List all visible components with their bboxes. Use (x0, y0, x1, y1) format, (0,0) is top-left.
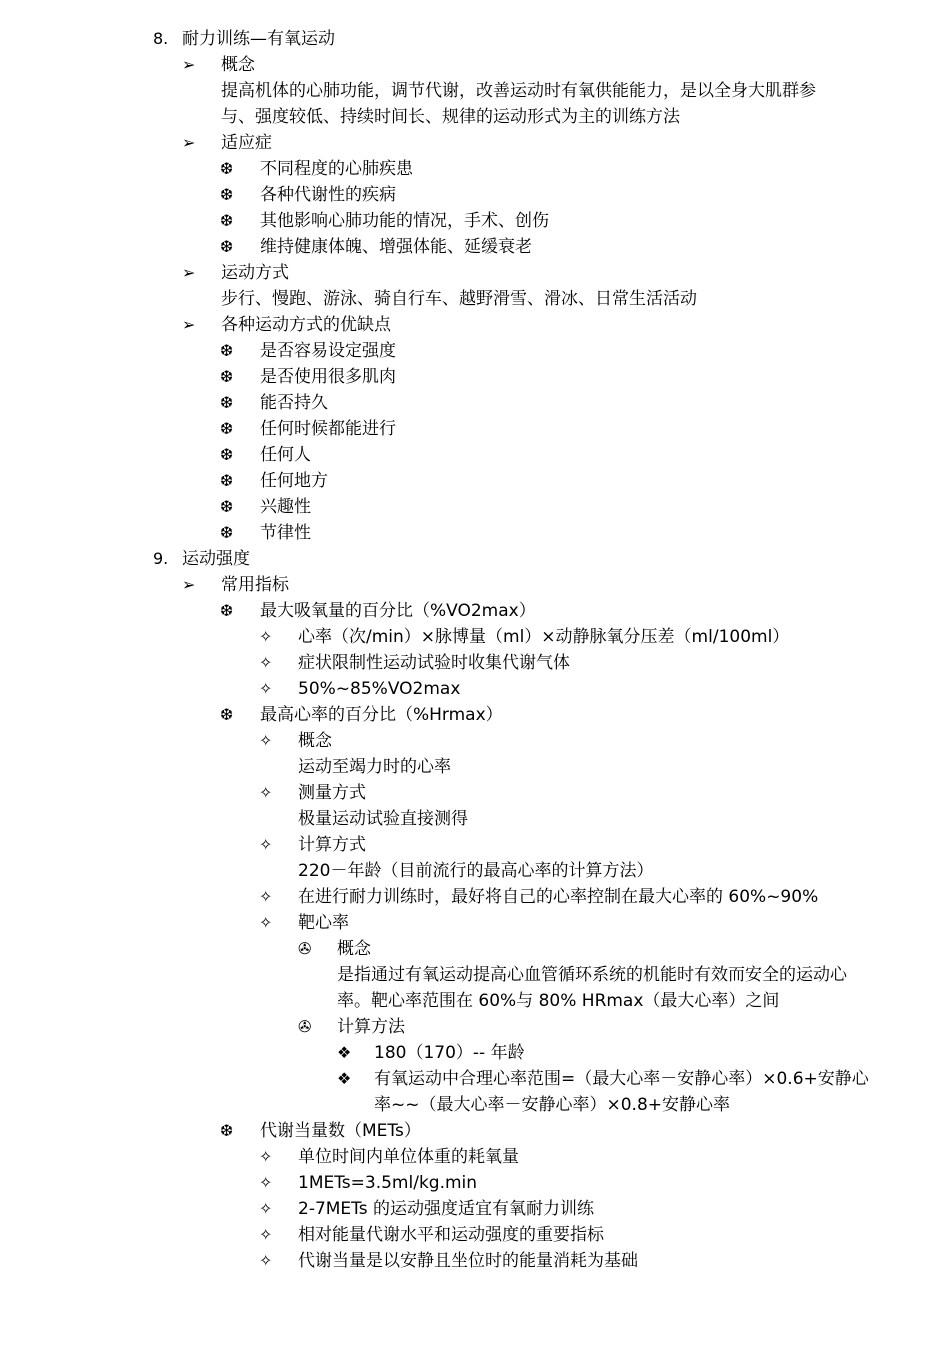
outline-line (0, 988, 950, 1014)
bullet-icon: ❆ (220, 185, 234, 204)
bullet-icon: ➢ (182, 575, 196, 594)
bullet-icon: ❆ (220, 471, 234, 490)
outline-line (0, 338, 950, 364)
bullet-icon: ❆ (220, 445, 234, 464)
outline-text: 220－年龄（目前流行的最高心率的计算方法） (298, 861, 654, 881)
bullet-icon: ❆ (220, 159, 234, 178)
outline-text: 症状限制性运动试验时收集代谢气体 (298, 653, 570, 673)
bullet-icon: ❆ (220, 237, 234, 256)
outline-line (0, 806, 950, 832)
outline-text: 兴趣性 (260, 497, 311, 517)
bullet-icon: ✧ (259, 913, 273, 932)
bullet-icon: ✧ (259, 1225, 273, 1244)
outline-line (0, 26, 950, 52)
bullet-icon: ❆ (220, 497, 234, 516)
outline-line (0, 1118, 950, 1144)
outline-line (0, 234, 950, 260)
outline-text: 概念 (221, 55, 255, 75)
outline-line (0, 286, 950, 312)
section-number: 9. (153, 549, 169, 568)
outline-line (0, 182, 950, 208)
outline-line (0, 1066, 950, 1092)
outline-text: 2-7METs 的运动强度适宜有氧耐力训练 (298, 1199, 595, 1219)
outline-text: 适应症 (221, 133, 272, 153)
bullet-icon: ❆ (220, 705, 234, 724)
bullet-icon: ❆ (220, 341, 234, 360)
outline-line (0, 468, 950, 494)
outline-line (0, 1092, 950, 1118)
bullet-icon: ➢ (182, 315, 196, 334)
outline-text: 任何时候都能进行 (260, 419, 396, 439)
outline-text: 步行、慢跑、游泳、骑自行车、越野滑雪、滑冰、日常生活活动 (221, 289, 697, 309)
outline-text: 单位时间内单位体重的耗氧量 (298, 1147, 519, 1167)
outline-text: 最高心率的百分比（%Hrmax） (260, 705, 503, 725)
outline-text: 各种运动方式的优缺点 (221, 315, 391, 335)
bullet-icon: ✧ (259, 653, 273, 672)
outline-line (0, 1040, 950, 1066)
outline-line (0, 208, 950, 234)
bullet-icon: ✧ (259, 783, 273, 802)
bullet-icon: ❖ (337, 1043, 352, 1062)
outline-text: 是指通过有氧运动提高心血管循环系统的机能时有效而安全的运动心 (337, 965, 847, 985)
outline-line (0, 624, 950, 650)
bullet-icon: ❖ (337, 1069, 352, 1088)
outline-line (0, 676, 950, 702)
outline-text: 极量运动试验直接测得 (298, 809, 468, 829)
outline-line (0, 936, 950, 962)
outline-text: 180（170）-- 年龄 (374, 1043, 525, 1063)
outline-text: 不同程度的心肺疾患 (260, 159, 413, 179)
outline-text: 概念 (337, 939, 371, 959)
outline-line (0, 910, 950, 936)
outline-line (0, 390, 950, 416)
bullet-icon: ✧ (259, 731, 273, 750)
outline-line (0, 156, 950, 182)
outline-line (0, 884, 950, 910)
outline-text: 有氧运动中合理心率范围=（最大心率－安静心率）×0.6+安静心 (374, 1069, 869, 1089)
outline-line (0, 754, 950, 780)
outline-text: 代谢当量是以安静且坐位时的能量消耗为基础 (298, 1251, 638, 1271)
outline-text: 计算方式 (298, 835, 366, 855)
outline-line (0, 1222, 950, 1248)
outline-text: 在进行耐力训练时，最好将自己的心率控制在最大心率的 60%~90% (298, 887, 819, 907)
outline-text: 靶心率 (298, 913, 349, 933)
outline-line (0, 78, 950, 104)
outline-text: 率。靶心率范围在 60%与 80% HRmax（最大心率）之间 (337, 991, 780, 1011)
outline-text: 任何地方 (260, 471, 328, 491)
bullet-icon: ❆ (220, 523, 234, 542)
bullet-icon: ✧ (259, 1199, 273, 1218)
outline-text: 最大吸氧量的百分比（%VO2max） (260, 601, 536, 621)
outline-text: 运动方式 (221, 263, 289, 283)
outline-line (0, 52, 950, 78)
outline-text: 概念 (298, 731, 332, 751)
bullet-icon: ✧ (259, 679, 273, 698)
outline-text: 相对能量代谢水平和运动强度的重要指标 (298, 1225, 604, 1245)
outline-line (0, 572, 950, 598)
document-body (0, 26, 950, 1274)
outline-text: 其他影响心肺功能的情况，手术、创伤 (260, 211, 549, 231)
outline-line (0, 520, 950, 546)
outline-line (0, 962, 950, 988)
outline-text: 1METs=3.5ml/kg.min (298, 1173, 478, 1193)
outline-text: 率~~（最大心率－安静心率）×0.8+安静心率 (374, 1095, 731, 1115)
bullet-icon: ✧ (259, 1173, 273, 1192)
outline-line (0, 728, 950, 754)
bullet-icon: ✇ (298, 1017, 312, 1036)
outline-line (0, 104, 950, 130)
bullet-icon: ➢ (182, 55, 196, 74)
outline-line (0, 130, 950, 156)
section-heading: 耐力训练—有氧运动 (182, 29, 335, 49)
bullet-icon: ❆ (220, 211, 234, 230)
outline-line (0, 650, 950, 676)
bullet-icon: ✧ (259, 1147, 273, 1166)
outline-text: 计算方法 (337, 1017, 405, 1037)
outline-line (0, 442, 950, 468)
section-heading: 运动强度 (182, 549, 250, 569)
outline-text: 是否容易设定强度 (260, 341, 396, 361)
outline-line (0, 780, 950, 806)
outline-line (0, 312, 950, 338)
outline-text: 与、强度较低、持续时间长、规律的运动形式为主的训练方法 (221, 107, 680, 127)
outline-line (0, 1248, 950, 1274)
outline-line (0, 1014, 950, 1040)
outline-text: 常用指标 (221, 575, 289, 595)
outline-text: 是否使用很多肌肉 (260, 367, 396, 387)
outline-line (0, 546, 950, 572)
outline-text: 50%~85%VO2max (298, 679, 461, 699)
outline-text: 心率（次/min）×脉博量（ml）×动静脉氧分压差（ml/100ml） (298, 627, 790, 647)
outline-text: 提高机体的心肺功能，调节代谢，改善运动时有氧供能能力，是以全身大肌群参 (221, 81, 816, 101)
outline-line (0, 364, 950, 390)
outline-line (0, 858, 950, 884)
outline-text: 维持健康体魄、增强体能、延缓衰老 (260, 237, 532, 257)
outline-line (0, 832, 950, 858)
outline-text: 任何人 (260, 445, 311, 465)
outline-line (0, 702, 950, 728)
outline-text: 能否持久 (260, 393, 328, 413)
bullet-icon: ✧ (259, 835, 273, 854)
bullet-icon: ❆ (220, 367, 234, 386)
bullet-icon: ✧ (259, 627, 273, 646)
outline-line (0, 1196, 950, 1222)
bullet-icon: ✧ (259, 887, 273, 906)
outline-line (0, 416, 950, 442)
outline-line (0, 1170, 950, 1196)
outline-line (0, 494, 950, 520)
bullet-icon: ❆ (220, 419, 234, 438)
outline-text: 测量方式 (298, 783, 366, 803)
bullet-icon: ❆ (220, 1121, 234, 1140)
outline-text: 代谢当量数（METs） (260, 1121, 421, 1141)
outline-text: 运动至竭力时的心率 (298, 757, 451, 777)
bullet-icon: ✇ (298, 939, 312, 958)
bullet-icon: ❆ (220, 601, 234, 620)
outline-text: 节律性 (260, 523, 311, 543)
bullet-icon: ❆ (220, 393, 234, 412)
outline-line (0, 1144, 950, 1170)
bullet-icon: ➢ (182, 133, 196, 152)
outline-text: 各种代谢性的疾病 (260, 185, 396, 205)
bullet-icon: ✧ (259, 1251, 273, 1270)
outline-line (0, 260, 950, 286)
bullet-icon: ➢ (182, 263, 196, 282)
outline-line (0, 598, 950, 624)
section-number: 8. (153, 29, 169, 48)
